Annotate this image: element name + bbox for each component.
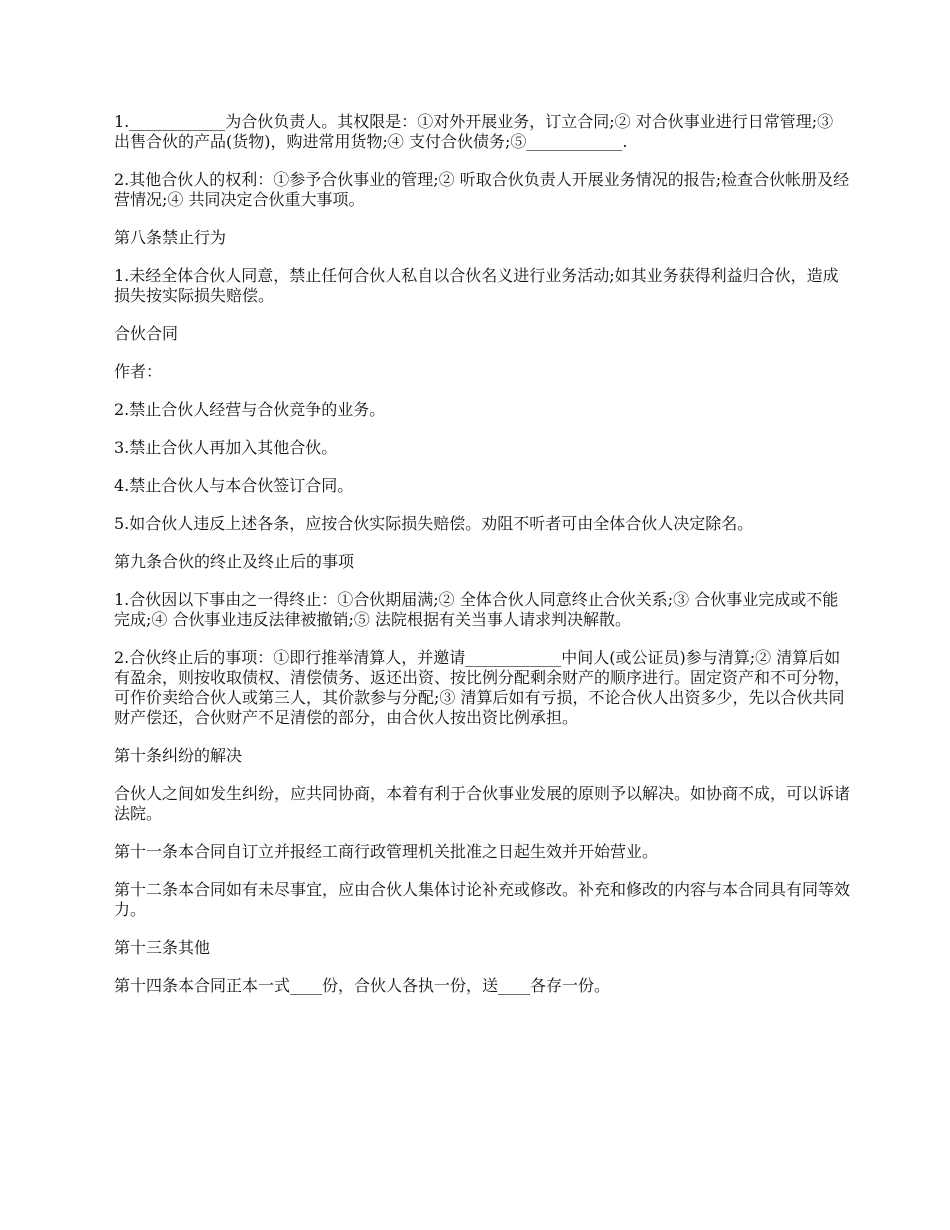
clause-10-body: 合伙人之间如发生纠纷，应共同协商，本着有利于合伙事业发展的原则予以解决。如协商不成，可以诉诸法院。: [114, 784, 851, 823]
clause-11: 第十一条本合同自订立并报经工商行政管理机关批准之日起生效并开始营业。: [114, 842, 659, 861]
clause-12: 第十二条本合同如有未尽事宜，应由合伙人集体讨论补充或修改。补充和修改的内容与本合同具有同等效力。: [114, 880, 851, 919]
clause-10-heading: 第十条纠纷的解决: [114, 746, 243, 765]
clause-8-item-5: 5.如合伙人违反上述各条，应按合伙实际损失赔偿。劝阻不听者可由全体合伙人决定除名。: [114, 514, 754, 533]
clause-8-item-2: 2.禁止合伙人经营与合伙竞争的业务。: [114, 400, 386, 419]
clause-8-item-3: 3.禁止合伙人再加入其他合伙。: [114, 438, 338, 457]
clause-13-heading: 第十三条其他: [114, 938, 211, 957]
author-line: 作者：: [114, 362, 163, 381]
clause-9-item-1: 1.合伙因以下事由之一得终止：①合伙期届满;② 全体合伙人同意终止合伙关系;③ 合伙事业完成或不能完成;④ 合伙事业违反法律被撤销;⑤ 法院根据有关当事人请求判决解散。: [114, 590, 839, 629]
clause-8-item-4: 4.禁止合伙人与本合伙签订合同。: [114, 476, 354, 495]
document-body: [114, 112, 852, 1014]
clause-9-item-2: 2.合伙终止后的事项：①即行推举清算人，并邀请____________中间人(或公证员)参与清算;② 清算后如有盈余，则按收取债权、清偿债务、返还出资、按比例分配剩余财产的顺序进行。固定资产和不可分物，可作价卖给合伙人或第三人，其价款参与分配;③ 清算后如有亏损，不论合伙人出资多少，先以合伙共同财产偿还，合伙财产不足清偿的部分，由合伙人按出资比例承担。: [114, 648, 851, 727]
clause-7-item-1: 1.____________为合伙负责人。其权限是：①对外开展业务，订立合同;② 对合伙事业进行日常管理;③ 出售合伙的产品(货物)，购进常用货物;④ 支付合伙债务;⑤____________.: [114, 112, 834, 151]
clause-14: 第十四条本合同正本一式____份，合伙人各执一份，送____各存一份。: [114, 976, 611, 995]
clause-9-heading: 第九条合伙的终止及终止后的事项: [114, 552, 355, 571]
clause-7-item-2: 2.其他合伙人的权利：①参予合伙事业的管理;② 听取合伙负责人开展业务情况的报告;检查合伙帐册及经营情况;④ 共同决定合伙重大事项。: [114, 170, 850, 209]
document-title: 合伙合同: [114, 324, 179, 343]
clause-8-item-1: 1.未经全体合伙人同意，禁止任何合伙人私自以合伙名义进行业务活动;如其业务获得利益归合伙，造成损失按实际损失赔偿。: [114, 266, 839, 305]
clause-8-heading: 第八条禁止行为: [114, 228, 227, 247]
